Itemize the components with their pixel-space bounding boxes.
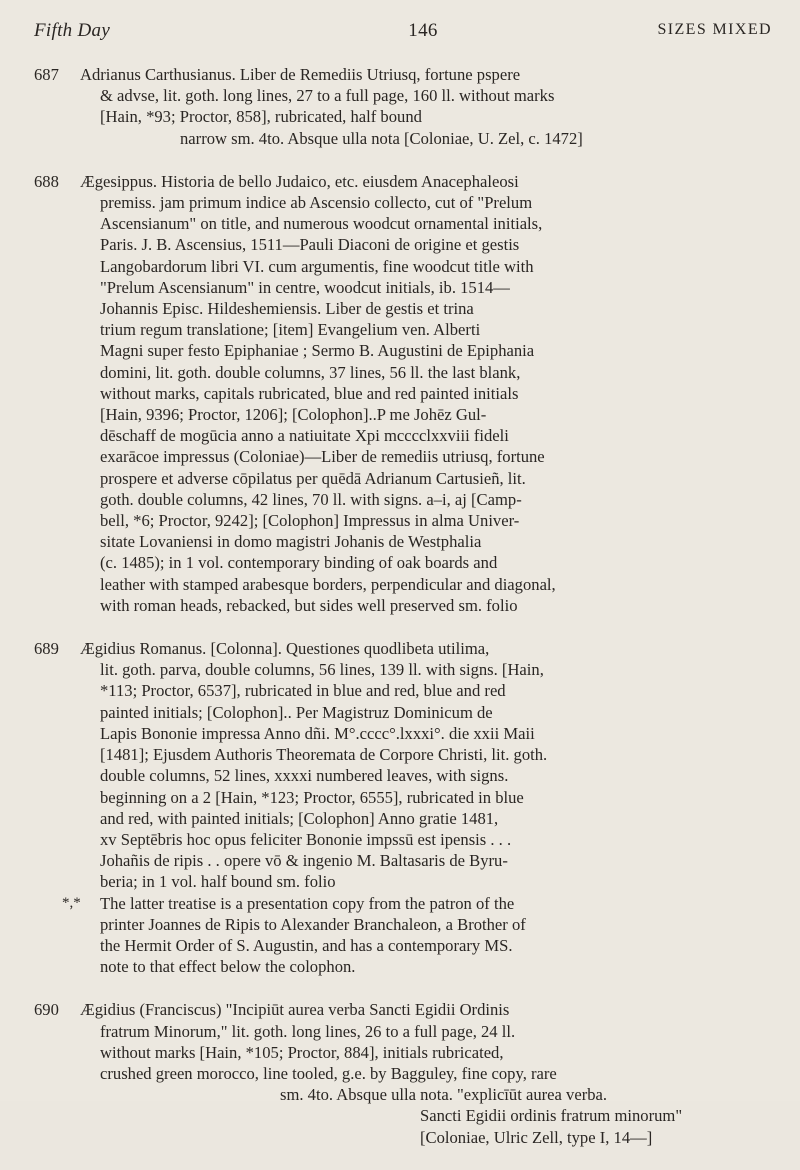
description-line: dēschaff de mogūcia anno a natiuitate Xpi mcccclxxviii fideli [100,426,509,446]
description-line: Ægidius Romanus. [Colonna]. Questiones quodlibeta utilima, [80,639,490,659]
running-head-section: SIZES MIXED [657,21,772,38]
description-line: double columns, 52 lines, xxxxi numbered leaves, with signs. [100,766,509,786]
catalogue-entries [0,64,800,1170]
description-line: (c. 1485); in 1 vol. contemporary binding of oak boards and [100,553,498,573]
description-line: leather with stamped arabesque borders, perpendicular and diagonal, [100,574,556,594]
description-line: & advse, lit. goth. long lines, 27 to a full page, 160 ll. without marks [100,86,555,106]
description-line: Ægidius (Franciscus) "Incipiūt aurea verba Sancti Egidii Ordinis [80,1000,510,1020]
lot-description [80,999,776,1147]
description-line: Adrianus Carthusianus. Liber de Remediis Utriusq, fortune pspere [80,65,521,84]
description-line: without marks, capitals rubricated, blue and red painted initials [100,383,519,403]
description-line: narrow sm. 4to. Absque ulla nota [Coloniae, U. Zel, c. 1472] [180,128,583,148]
description-line: [Hain, 9396; Proctor, 1206]; [Colophon]..P me Johēz Gul- [100,405,487,425]
lot-note [62,893,776,978]
description-line: bell, *6; Proctor, 9242]; [Colophon] Impressus in alma Univer- [100,511,520,531]
lot-entry-689 [0,638,800,977]
lot-entry-688 [0,171,800,616]
note-asterism: *,* [62,894,81,911]
note-line: note to that effect below the colophon. [100,957,356,977]
description-line: [Coloniae, Ulric Zell, type I, 14—] [420,1127,653,1147]
lot-description [80,64,776,149]
description-line: Lapis Bononie impressa Anno dñi. M°.cccc°.lxxxi°. die xxii Maii [100,723,535,743]
description-line: [Hain, *93; Proctor, 858], rubricated, half bound [100,107,422,127]
description-line: Johannis Episc. Hildeshemiensis. Liber de gestis et trina [100,299,474,319]
description-line: and red, with painted initials; [Colophon] Anno gratie 1481, [100,808,499,828]
note-line: The latter treatise is a presentation copy from the patron of the [100,893,515,913]
description-line: "Prelum Ascensianum" in centre, woodcut initials, ib. 1514— [100,277,510,297]
description-line: Langobardorum libri VI. cum argumentis, fine woodcut title with [100,256,534,276]
note-line: printer Joannes de Ripis to Alexander Branchaleon, a Brother of [100,914,526,934]
description-line: without marks [Hain, *105; Proctor, 884], initials rubricated, [100,1042,504,1062]
description-line: exarācoe impressus (Coloniae)—Liber de remediis utriusq, fortune [100,447,545,467]
description-line: Johañis de ripis . . opere vō & ingenio M. Baltasaris de Byru- [100,851,508,871]
lot-number: 688 [34,171,59,191]
lot-number: 689 [34,639,59,659]
description-line: fratrum Minorum," lit. goth. long lines, 26 to a full page, 24 ll. [100,1021,516,1041]
description-line: sitate Lovaniensi in domo magistri Johanis de Westphalia [100,532,482,552]
description-line: sm. 4to. Absque ulla nota. "explicīūt aurea verba. [280,1085,608,1105]
description-line: beginning on a 2 [Hain, *123; Proctor, 6555], rubricated in blue [100,787,524,807]
lot-entry-690 [0,999,800,1147]
description-line: Magni super festo Epiphaniae ; Sermo B. Augustini de Epiphania [100,341,535,361]
lot-description [80,171,776,616]
lot-description [62,638,776,977]
lot-number: 690 [34,1000,59,1020]
lot-entry-687 [0,64,800,149]
running-head-day: Fifth Day [34,20,111,41]
description-line: Sancti Egidii ordinis fratrum minorum" [420,1106,683,1126]
description-line: [1481]; Ejusdem Authoris Theoremata de Corpore Christi, lit. goth. [100,745,548,765]
lot-number: 687 [34,65,59,84]
description-line: premiss. jam primum indice ab Ascensio collecto, cut of "Prelum [100,193,533,213]
description-line: lit. goth. parva, double columns, 56 lines, 139 ll. with signs. [Hain, [100,660,544,680]
running-head [34,20,772,44]
description-line: beria; in 1 vol. half bound sm. folio [100,872,336,892]
description-line: xv Septēbris hoc opus feliciter Bononie impssū est ipensis . . . [100,829,512,849]
description-line: trium regum translatione; [item] Evangelium ven. Alberti [100,320,481,340]
description-line: *113; Proctor, 6537], rubricated in blue and red, blue and red [100,681,506,701]
description-line: with roman heads, rebacked, but sides well preserved sm. folio [100,595,518,615]
description-line: Ascensianum" on title, and numerous woodcut ornamental initials, [100,214,543,234]
description-line: crushed green morocco, line tooled, g.e. by Bagguley, fine copy, rare [100,1063,557,1083]
description-line: Paris. J. B. Ascensius, 1511—Pauli Diaconi de origine et gestis [100,235,520,255]
description-line: painted initials; [Colophon].. Per Magistruz Dominicum de [100,702,493,722]
description-line: domini, lit. goth. double columns, 37 lines, 56 ll. the last blank, [100,362,521,382]
description-line: goth. double columns, 42 lines, 70 ll. with signs. a–i, aj [Camp- [100,489,522,509]
page-number: 146 [408,20,438,41]
note-line: the Hermit Order of S. Augustin, and has a contemporary MS. [100,935,513,955]
description-line: Ægesippus. Historia de bello Judaico, etc. eiusdem Anacephaleosi [80,171,519,191]
description-line: prospere et adverse cōpilatus per quēdā Adrianum Cartusieñ, lit. [100,468,526,488]
